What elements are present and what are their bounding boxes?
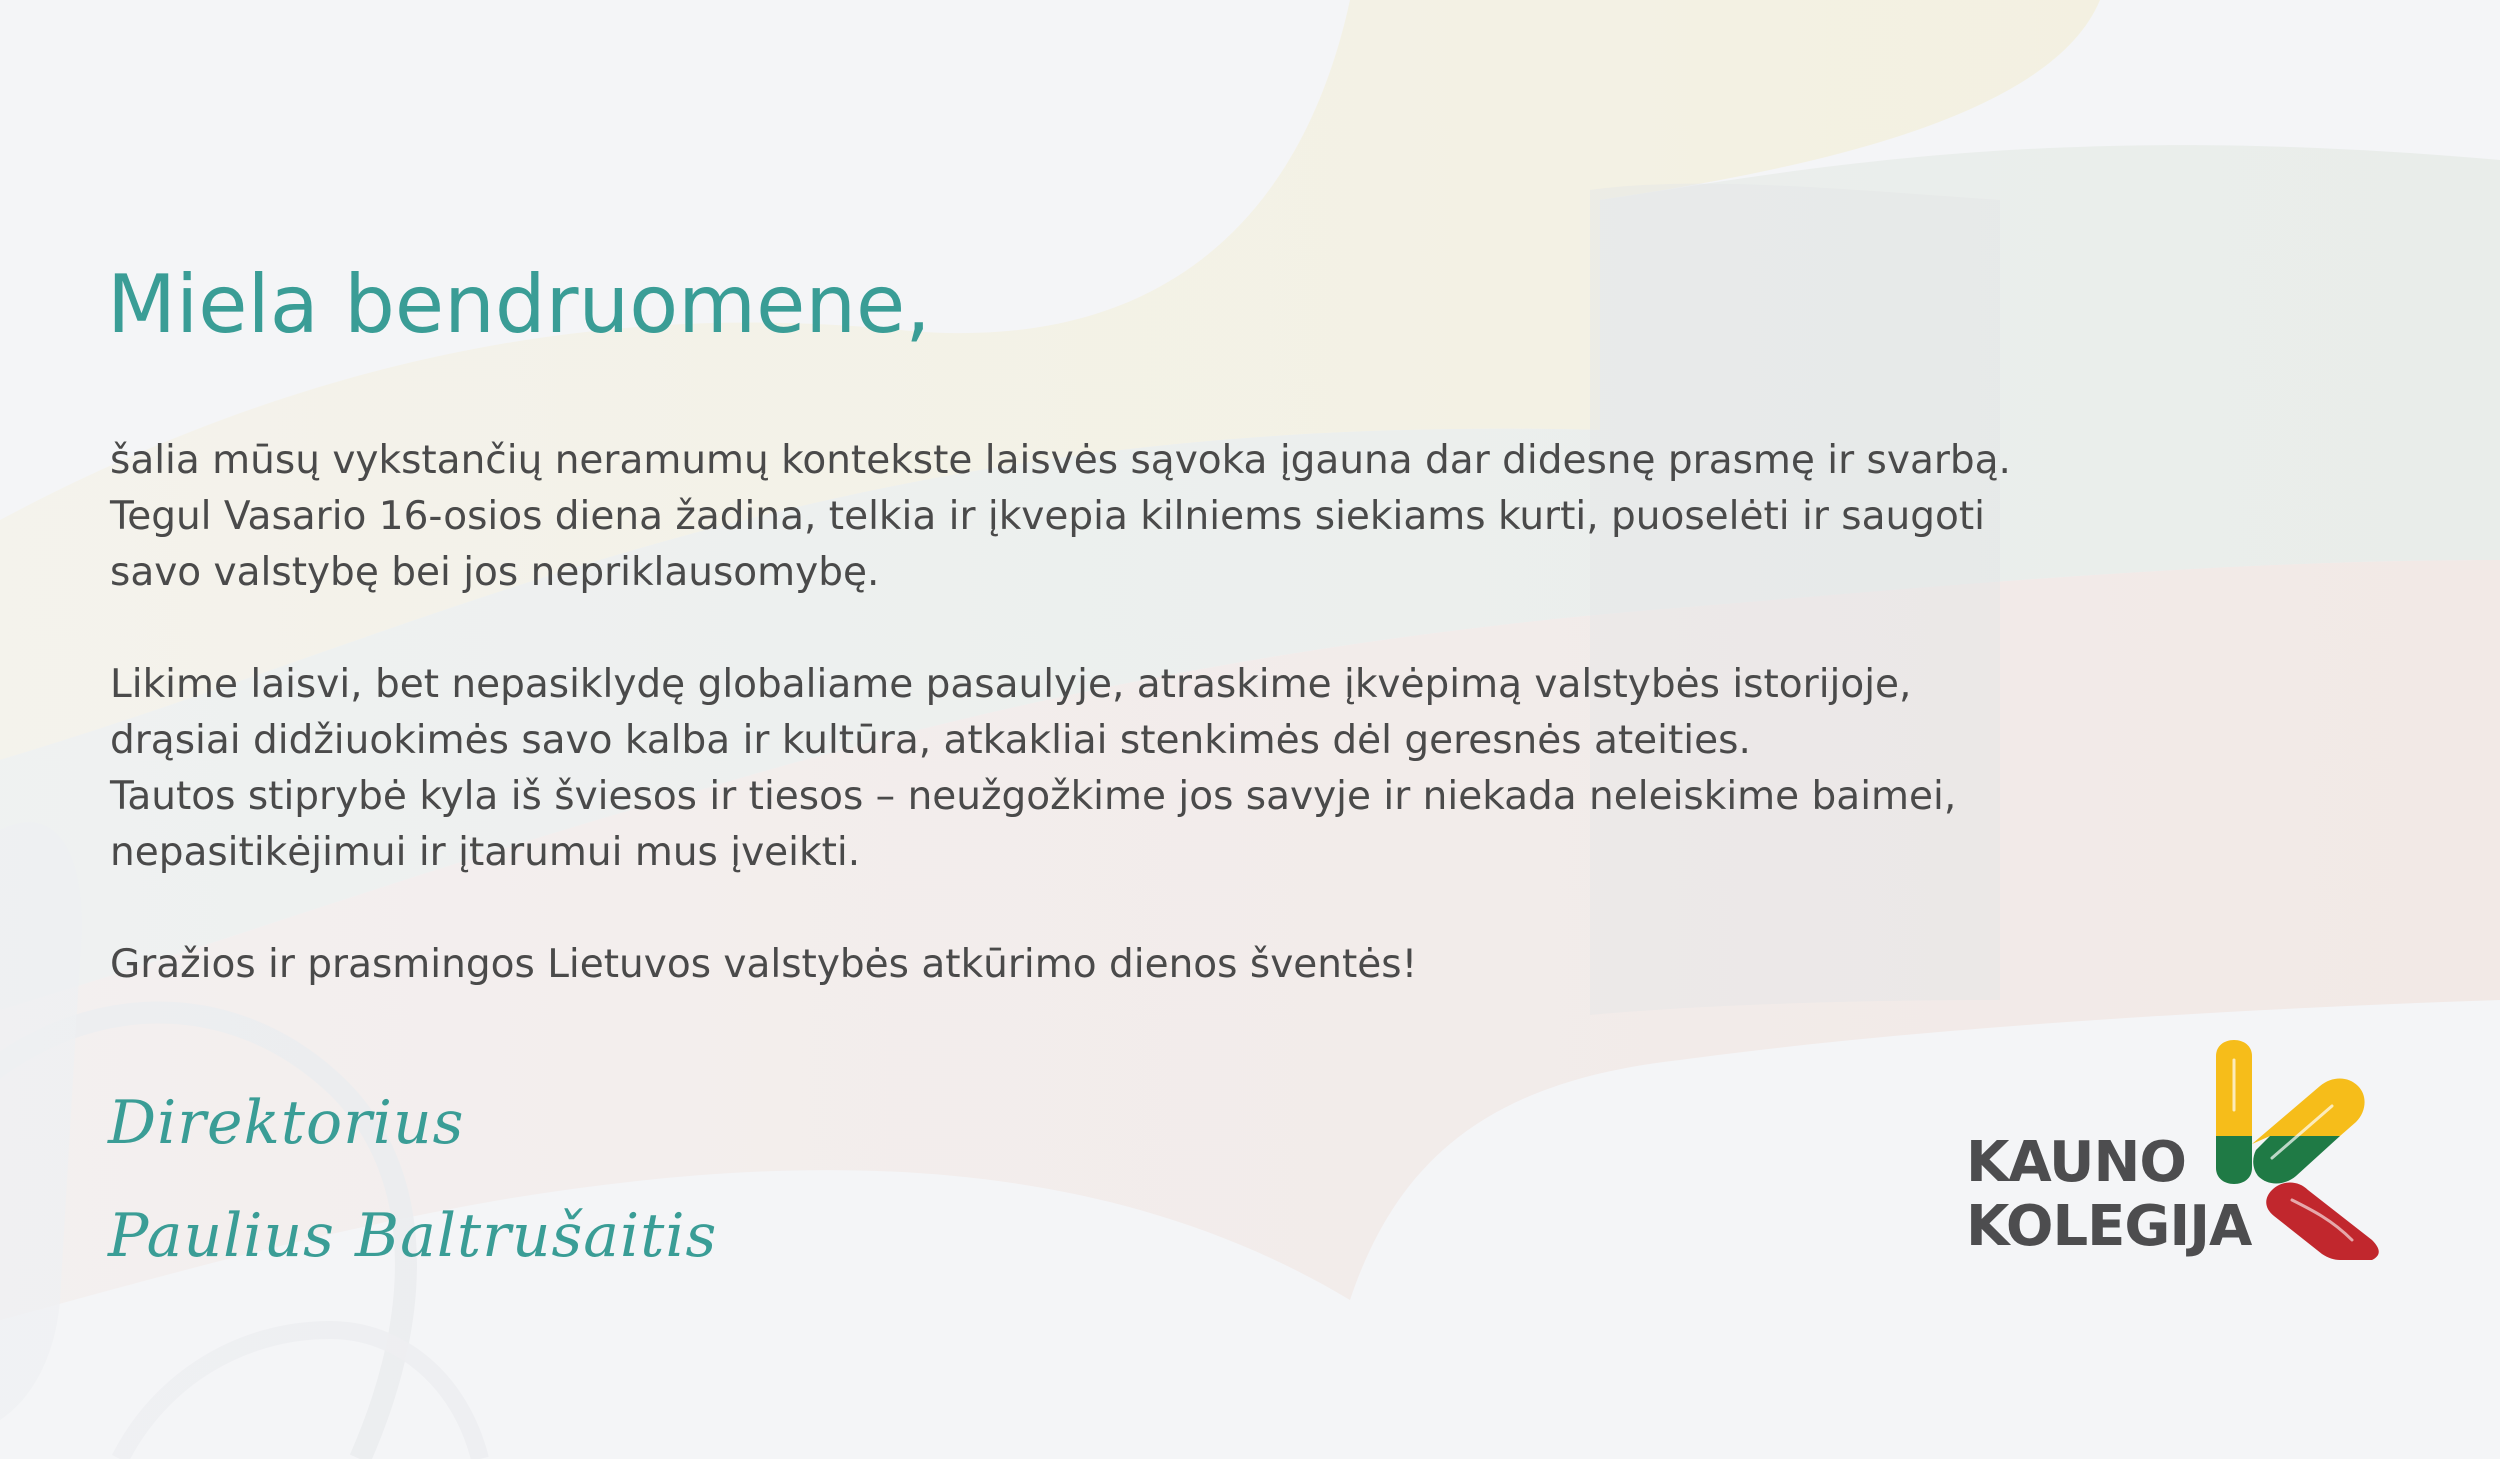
paragraph-line: nepasitikėjimui ir įtarumui mus įveikti.	[110, 830, 861, 875]
paragraph-line: drąsiai didžiuokimės savo kalba ir kultūra, atkakliai stenkimės dėl geresnės ateities.	[110, 718, 1751, 763]
paragraph-1	[110, 433, 2410, 601]
signature-name: Paulius Baltrušaitis	[108, 1201, 718, 1271]
kauno-kolegija-logo	[1960, 1040, 2380, 1260]
paragraph-line: Gražios ir prasmingos Lietuvos valstybės atkūrimo dienos šventės!	[110, 942, 1418, 987]
paragraph-line: šalia mūsų vykstančių neramumų kontekste laisvės sąvoka įgauna dar didesnę prasmę ir svarbą.	[110, 438, 2011, 483]
logo-text-line1: KAUNO	[1966, 1130, 2186, 1195]
greeting-heading: Miela bendruomene,	[107, 258, 931, 351]
paragraph-line: Tegul Vasario 16-osios diena žadina, telkia ir įkvepia kilniems siekiams kurti, puoselėti ir saugoti	[110, 494, 1985, 539]
paragraph-2	[110, 657, 2410, 881]
k-flag-mark-icon	[2212, 1040, 2380, 1260]
paragraph-3	[110, 937, 2410, 993]
paragraph-line: savo valstybę bei jos nepriklausomybę.	[110, 550, 880, 595]
paragraph-line: Likime laisvi, bet nepasiklydę globaliame pasaulyje, atraskime įkvėpimą valstybės istorijoje,	[110, 662, 1912, 707]
signature-title: Direktorius	[108, 1088, 465, 1158]
logo-text-line2: KOLEGIJA	[1966, 1194, 2252, 1259]
paragraph-line: Tautos stiprybė kyla iš šviesos ir tiesos – neužgožkime jos savyje ir niekada neleiskime baimei,	[110, 774, 1957, 819]
